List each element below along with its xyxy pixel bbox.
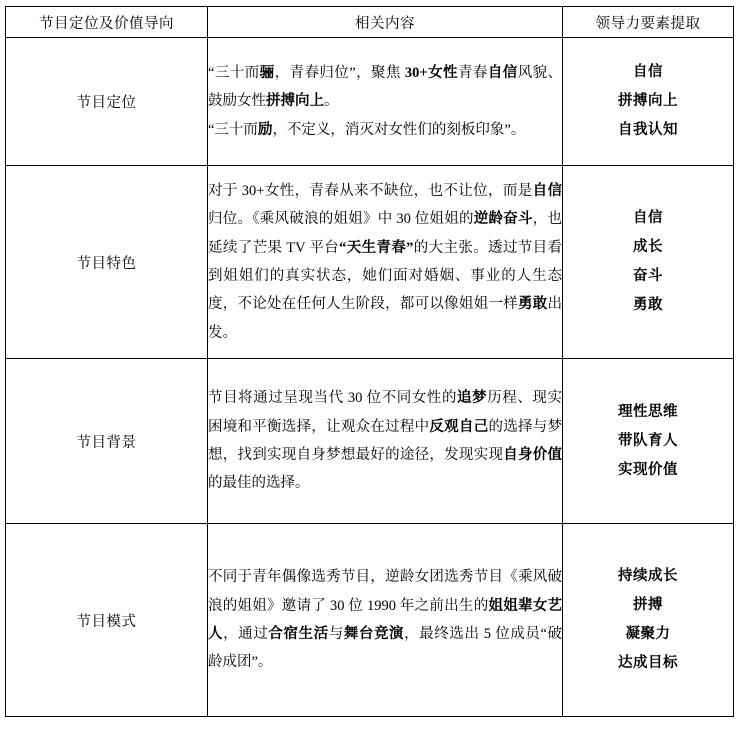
table-row [6,359,734,524]
column-header-elements: 领导力要素提取 [563,7,734,38]
table-header-row [6,7,734,38]
column-header-category: 节目定位及价值导向 [6,7,208,38]
row-content: 对于 30+女性，青春从来不缺位，也不让位，而是自信归位。《乘风破浪的姐姐》中 30 位姐姐的逆龄奋斗，也延续了芒果 TV 平台“天生青春”的大主张。透过节目看到姐姐们的真实状态，她们面对婚姻、事业的人生态度，不论处在任何人生阶段，都可以像姐姐一样勇敢出发。 [208,166,563,359]
row-content: “三十而骊，青春归位”，聚焦 30+女性青春自信风貌、鼓励女性拼搏向上。 “三十而励，不定义，消灭对女性们的刻板印象”。 [208,38,563,166]
row-elements: 理性思维 带队育人 实现价值 [563,359,734,524]
row-category: 节目背景 [6,359,208,524]
row-category: 节目模式 [6,524,208,717]
row-category: 节目定位 [6,38,208,166]
row-category: 节目特色 [6,166,208,359]
leadership-elements-table [5,6,734,717]
row-content: 节目将通过呈现当代 30 位不同女性的追梦历程、现实困境和平衡选择，让观众在过程中反观自己的选择与梦想，找到实现自身梦想最好的途径，发现实现自身价值的最佳的选择。 [208,359,563,524]
row-elements: 自信 拼搏向上 自我认知 [563,38,734,166]
table-body [6,38,734,717]
table-row [6,524,734,717]
column-header-content: 相关内容 [208,7,563,38]
table-row [6,38,734,166]
row-elements: 自信 成长 奋斗 勇敢 [563,166,734,359]
table-header [6,7,734,38]
row-content: 不同于青年偶像选秀节目，逆龄女团选秀节目《乘风破浪的姐姐》邀请了 30 位 1990 年之前出生的姐姐辈女艺人，通过合宿生活与舞台竞演，最终选出 5 位成员“破龄成团”。 [208,524,563,717]
row-elements: 持续成长 拼搏 凝聚力 达成目标 [563,524,734,717]
table-row [6,166,734,359]
